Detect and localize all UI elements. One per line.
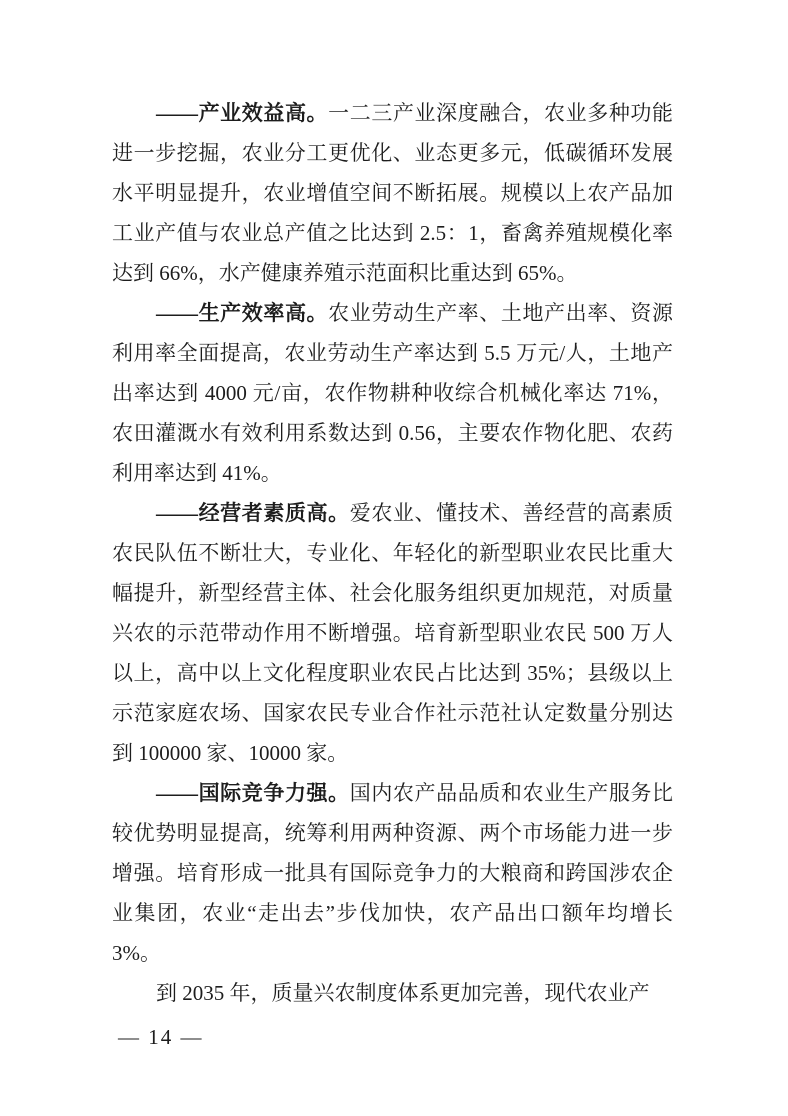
para-2035-outlook [112, 973, 673, 1013]
para-production-efficiency-body: 农业劳动生产率、土地产出率、资源利用率全面提高，农业劳动生产率达到 5.5 万元/人，土地产出率达到 4000 元/亩，农作物耕种收综合机械化率达 71%，农田灌溉水有效利用系数达到 0.56，主要农作物化肥、农药利用率达到 41%。 [112, 301, 674, 485]
page-number: — 14 — [118, 1025, 204, 1049]
para-international-competitiveness [112, 773, 673, 973]
para-operator-quality-lead: ——经营者素质高。 [156, 501, 350, 525]
para-industry-benefit-lead: ——产业效益高。 [156, 101, 329, 125]
para-industry-benefit-body: 一二三产业深度融合，农业多种功能进一步挖掘，农业分工更优化、业态更多元，低碳循环发展水平明显提升，农业增值空间不断拓展。规模以上农产品加工业产值与农业总产值之比达到 2.5：1，畜禽养殖规模化率达到 66%，水产健康养殖示范面积比重达到 65%。 [112, 101, 674, 285]
para-operator-quality-body: 爱农业、懂技术、善经营的高素质农民队伍不断壮大，专业化、年轻化的新型职业农民比重大幅提升，新型经营主体、社会化服务组织更加规范，对质量兴农的示范带动作用不断增强。培育新型职业农民 500 万人以上，高中以上文化程度职业农民占比达到 35%；县级以上示范家庭农场、国家农民专业合作社示范社认定数量分别达到 100000 家、10000 家。 [112, 501, 674, 765]
para-industry-benefit [112, 93, 673, 293]
para-operator-quality [112, 493, 673, 773]
para-2035-outlook-body: 到 2035 年，质量兴农制度体系更加完善，现代农业产 [156, 981, 650, 1005]
document-body [112, 93, 673, 1013]
para-international-competitiveness-body: 国内农产品品质和农业生产服务比较优势明显提高，统筹利用两种资源、两个市场能力进一步增强。培育形成一批具有国际竞争力的大粮商和跨国涉农企业集团，农业“走出去”步伐加快，农产品出口额年均增长 3%。 [112, 781, 674, 965]
para-production-efficiency [112, 293, 673, 493]
para-production-efficiency-lead: ——生产效率高。 [156, 301, 329, 325]
para-international-competitiveness-lead: ——国际竞争力强。 [156, 781, 350, 805]
